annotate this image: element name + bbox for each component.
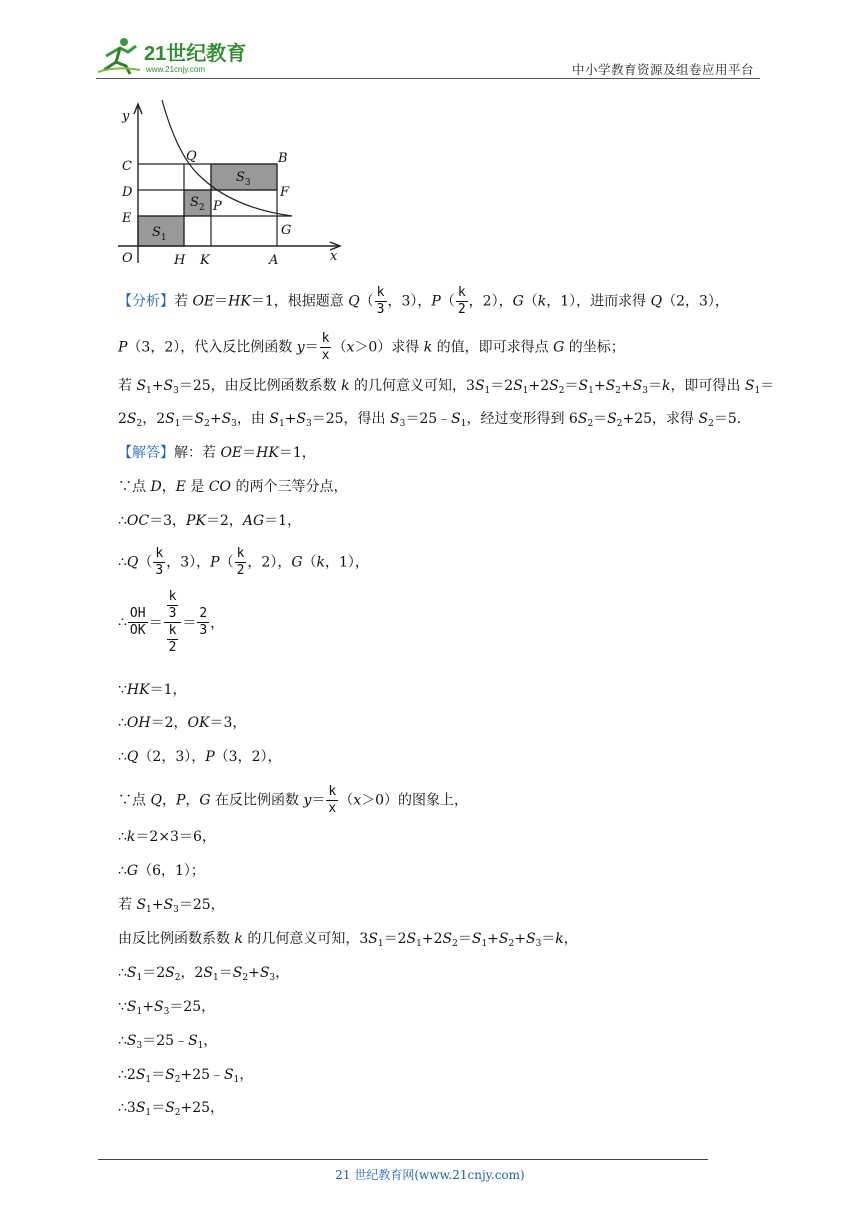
solution-line-8: ∴Q（2，3），P（3，2）， (118, 749, 282, 765)
label-a: A (269, 253, 279, 268)
platform-name: 中小学教育资源及组卷应用平台 (571, 62, 754, 77)
site-logo (96, 36, 266, 76)
label-o: O (122, 251, 133, 266)
analysis-line-4: $2S_2$，$2S_1=S_2+S_3$，由 $S_1+S_3=25$，得出 $S_3=25﹣S_1$，经过变形得到 $6S_2=S_2+25$，求得 $S_2=5$． (118, 411, 751, 429)
svg-text:www.21cnjy.com: www.21cnjy.com (146, 65, 205, 74)
label-f: F (280, 185, 290, 200)
solution-line-13: 由反比例函数系数 k 的几何意义可知，$3S_1=2S_1+2S_2=S_1+S_2+S_3=k$， (118, 931, 578, 949)
label-s3: $S_3$ (236, 170, 251, 188)
label-b: B (278, 151, 288, 166)
fraction: $\frac{2}{3}$ (199, 606, 208, 638)
fraction: $\frac{k}{x}$ (321, 331, 330, 363)
footer-link[interactable]: 21 世纪教育网(www.21cnjy.com) (335, 1168, 525, 1182)
label-k: K (200, 253, 210, 268)
analysis-line-2: P（3，2），代入反比例函数 y＝ $\frac{k}{x}$ （x＞0）求得 k 的值，即可求得点 G 的坐标； (118, 331, 625, 363)
solution-line-10: ∴k＝2×3＝6， (118, 829, 216, 845)
footer-divider (98, 1159, 708, 1160)
label-h: H (174, 253, 186, 268)
solution-line-14: $\therefore S_1=2S_2$，$2S_1=S_2+S_3$， (118, 965, 290, 983)
label-e: E (122, 211, 132, 226)
label-s2: $S_2$ (190, 195, 205, 213)
solution-line-16: $\therefore S_3=25﹣S_1$， (118, 1033, 218, 1051)
solution-line-11: ∴G（6，1）； (118, 863, 205, 879)
solution-line-12: 若 $S_1+S_3=25$， (118, 897, 225, 915)
solution-line-15: $\because S_1+S_3=25$， (118, 999, 216, 1017)
label-g: G (281, 223, 292, 238)
fraction: $\frac{k}{3}$ (155, 546, 164, 578)
fraction: $\frac{k}{2}$ (236, 546, 245, 578)
analysis-line-3: 若 $S_1+S_3=25$，由反比例函数系数 k 的几何意义可知，$3S_1=2S_1+2S_2=S_1+S_2+S_3=k$，即可得出 $S_1=$ (118, 378, 775, 396)
solution-line-4: ∴Q（ $\frac{k}{3}$ ，3），P（ $\frac{k}{2}$ ，2），G（k，1）， (118, 546, 369, 578)
analysis-line-1: 【分析】若 OE＝HK＝1，根据题意 Q（ $\frac{k}{3}$ ，3），P（ $\frac{k}{2}$ ，2），G（k，1），进而求得 Q（2，3）， (118, 285, 729, 317)
label-q: Q (186, 149, 197, 164)
page-header (96, 32, 760, 80)
label-c: C (122, 159, 132, 174)
compound-fraction: $\frac{\frac{k}{3}}{\frac{k}{2}}$ (164, 590, 182, 655)
label-x: x (330, 249, 338, 264)
solution-line-7: ∴OH＝2，OK＝3， (118, 715, 247, 731)
label-d: D (122, 185, 133, 200)
solution-line-2: ∵点 D，E 是 CO 的两个三等分点， (118, 479, 348, 495)
geometry-figure (114, 98, 346, 270)
runner-icon (98, 38, 140, 74)
fraction: $\frac{k}{3}$ (376, 285, 385, 317)
fraction: $\frac{OH}{OK}$ (129, 606, 146, 638)
solution-line-18: $\therefore 3S_1=S_2+25$， (118, 1100, 225, 1118)
solution-line-17: $\therefore 2S_1=S_2+25﹣S_1$， (118, 1067, 254, 1085)
solution-line-5: ∴ $\frac{OH}{OK}$ ＝ $\frac{\frac{k}{3}}{\frac{k}{2}}$ ＝ $\frac{2}{3}$ ， (118, 589, 225, 655)
solution-line-1: 【解答】解：若 OE＝HK＝1， (118, 445, 316, 461)
header-divider (96, 78, 760, 79)
fraction: $\frac{k}{x}$ (328, 784, 337, 816)
label-p: P (213, 199, 222, 214)
fraction: $\frac{k}{2}$ (457, 285, 466, 317)
label-s1: $S_1$ (152, 225, 167, 243)
svg-text:21世纪教育: 21世纪教育 (144, 43, 247, 65)
solution-line-3: ∴OC＝3，PK＝2，AG＝1， (118, 513, 302, 529)
solution-tag: 【解答】 (118, 445, 174, 461)
label-y: y (122, 109, 130, 124)
hyperbola-curve (162, 100, 292, 216)
solution-line-9: ∵点 Q，P，G 在反比例函数 y＝ $\frac{k}{x}$ （x＞0）的图象上， (118, 784, 469, 816)
analysis-tag: 【分析】 (118, 293, 174, 310)
solution-line-6: ∵HK＝1， (118, 682, 187, 698)
